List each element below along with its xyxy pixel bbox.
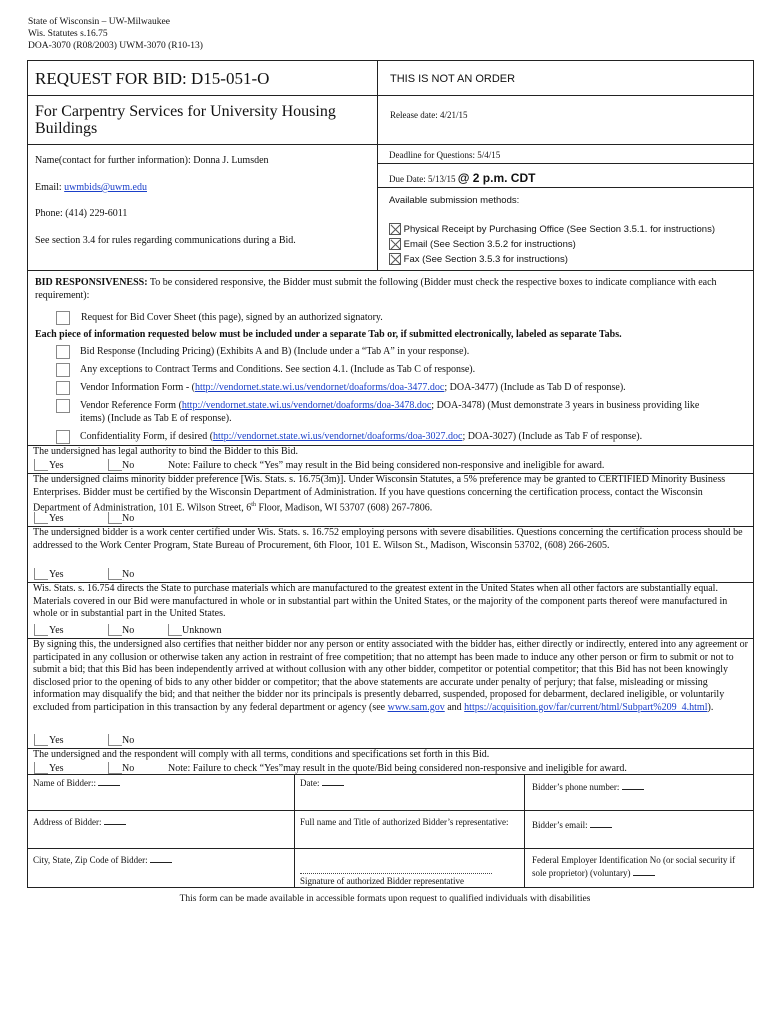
checked-box-icon[interactable] (389, 223, 401, 235)
email-label: Email: (35, 182, 62, 193)
acquisition-gov-link[interactable]: https://acquisition.gov/far/current/html/Subpart%209_4.html (464, 701, 708, 713)
rep-title-field[interactable]: Full name and Title of authorized Bidder’s representative: (300, 817, 509, 827)
rule (28, 810, 753, 811)
yes-box[interactable] (34, 459, 48, 471)
submission-methods-label: Available submission methods: (389, 195, 520, 206)
rule (28, 774, 753, 775)
rule (294, 774, 295, 888)
rules-note: See section 3.4 for rules regarding communications during a Bid. (35, 235, 296, 246)
form-header (28, 16, 203, 52)
rule (28, 270, 753, 271)
rfb-subject: For Carpentry Services for University Housing Buildings (35, 103, 336, 137)
yes-box[interactable] (34, 624, 48, 636)
not-an-order: THIS IS NOT AN ORDER (390, 73, 516, 85)
header-line-3: DOA-3070 (R08/2003) UWM-3070 (R10-13) (28, 41, 203, 51)
no-box[interactable] (108, 734, 122, 746)
work-center-statement: The undersigned bidder is a work center certified under Wis. Stats. s. 16.752 employing persons with severe disabilities. Questions concerning the certification process should be addressed to the Work Center Program, State Bureau of Procurement, 6th Floor, 101 E. Wilson St., Madison, Wisconsin 53702, (608) 266-2605. (33, 527, 743, 551)
city-state-zip-field[interactable]: City, State, Zip Code of Bidder: (33, 854, 172, 865)
rule (377, 163, 753, 164)
yes-box[interactable] (34, 762, 48, 774)
rule (377, 187, 753, 188)
contact-email-link[interactable]: uwmbids@uwm.edu (64, 182, 147, 193)
form-frame: REQUEST FOR BID: D15-051-O THIS IS NOT AN ORDER For Carpentry Services for University Housing Buildings Release date: 4/21/15 Name(contact for further information): Donna J. Lumsden Email: uwmbids@uwm.edu Phone: (414) 229-6011 See section 3.4 for rules regarding communications during a Bid. Deadline for Questions: 5/4/15 Due Date: 5/13/15 @ 2 p.m. CDT Available submission methods: Physical Receipt by Purchasing Office (See Section 3.5.1. for instructions) Email (See Section 3.5.2 for instructions) Fax (See Section 3.5.3 for instructions) BID RESPONSIVENESS: To be considered responsive, the Bidder must submit the following (Bidder must check the respective boxes to indicate compliance with each requirement): Request for Bid Cover Sheet (this page), signed by an authorized signatory. Each piece of information requested below must be included under a separate Tab or, if submitted electronically, labeled as separate Tabs. Bid Response (Including Pricing) (Exhibits A and B) (Include under a “Tab A” in your response). Any exceptions to Contract Terms and Conditions. See section 4.1. (Include as Tab C of response). Vendor Information Form - (http://vendornet.state.wi.us/vendornet/doaforms/doa-3477.doc; DOA-3477) (Include as Tab D of response). Vendor Reference Form (http://vendornet.state.wi.us/vendornet/doaforms/doa-3478.doc; DOA-3478) (Must demonstrate 3 years in business providing like items) (Include as Tab E of response). Confidentiality Form, if desired (http://vendornet.state.wi.us/vendornet/doaforms/doa-3027.doc; DOA-3027) (Include as Tab F of response). The undersigned has legal authority to bind the Bidder to this Bid. Yes No Note: Failure to check “Yes” may result in the Bid being considered non-responsive and ineligible for award. The undersigned claims minority bidder preference [Wis. Stats. s. 16.75(3m)]. Under Wisconsin Statutes, a 5% preference may be granted to CERTIFIED Minority Business Enterprises. Bidder must be certified by the Wisconsin Department of Administration. If you have questions concerning the certification process, contact the Wisconsin Department of Administration, 101 E. Wilson Street, 6th Floor, Madison, WI 53707 (608) 267-7806. Yes No The undersigned bidder is a work center certified under Wis. Stats. s. 16.752 employing persons with severe disabilities. Questions concerning the certification process should be addressed to the Work Center Program, State Bureau of Procurement, 6th Floor, 101 E. Wilson St., Madison, Wisconsin 53702, (608) 266-2605. Yes No Wis. Stats. s. 16.754 directs the State to purchase materials which are manufactured to the greatest extent in the United States when all other factors are substantially equal. Materials covered in our Bid were manufactured in whole or in substantial part within the United States, or the majority of the component parts thereof were manufactured in whole or in substantial part in the United States. Yes No Unknown By signing this, the undersigned also certifies that neither bidder nor any person or entity associated with the bidder has, either directly or indirectly, entered into any agreement or participated in any collusion or otherwise taken any action in restraint of free competition; that no attempt has been made to induce any other person or firm to submit or not to submit a bid; that this Bid has been independently arrived at without collusion with any other bidder, competitor or potential competitor; that this Bid has not been knowingly disclosed prior to the opening of bids to any other bidder or competitor; that the above statements are accurate under penalty of perjury; that false, misleading or missing information may disqualify the bid; and that neither the bidder nor its principals is presently debarred, suspended, proposed for debarment, declared ineligible, or voluntarily excluded from participation in this transaction by any federal department or agency (see www.sam.gov and https://acquisition.gov/far/current/html/Subpart%209_4.html). Yes No The undersigned and the respondent will comply with all terms, conditions and specifications set forth in this Bid. Yes No Note: Failure to check “Yes”may result in the quote/Bid being considered non-responsive and ineligible for award. Name of Bidder:: Date: Bidder’s phone number: Address of Bidder: Full name and Title of authorized Bidder’s representative: Bidder’s email: City, State, Zip Code of Bidder: Signature of authorized Bidder representative Federal Employer Identification No (or social security if sole proprietor) (voluntary) (27, 60, 754, 888)
authority-statement: The undersigned has legal authority to bind the Bidder to this Bid. (33, 446, 298, 457)
no-box[interactable] (108, 762, 122, 774)
rule (28, 95, 753, 96)
accessibility-footer: This form can be made available in accessible formats upon request to qualified individuals with disabilities (179, 894, 591, 904)
each-piece-note: Each piece of information requested below must be included under a separate Tab or, if submitted electronically, labeled as separate Tabs. (35, 329, 622, 340)
signature-label: Signature of authorized Bidder representative (300, 876, 464, 886)
collusion-certification: By signing this, the undersigned also certifies that neither bidder nor any person or entity associated with the bidder has, either directly or indirectly, entered into any agreement or participated in any collusion or otherwise taken any action in restraint of free competition; that no attempt has been made to induce any other person or firm to submit or not to submit a bid; that this Bid has been independently arrived at without collusion with any other bidder, competitor or potential competitor; that this Bid has not been knowingly disclosed prior to the opening of bids to any other bidder or competitor; that the above statements are accurate under penalty of perjury; that false, misleading or missing information may disqualify the bid; and that neither the bidder nor its principals is presently debarred, suspended, proposed for debarment, declared ineligible, or voluntarily excluded from participation in this transaction by any federal department or agency (see www.sam.gov and https://acquisition.gov/far/current/html/Subpart%209_4.html). (33, 639, 748, 713)
yes-box[interactable] (34, 734, 48, 746)
no-box[interactable] (108, 459, 122, 471)
checkbox-icon[interactable] (56, 345, 70, 359)
sam-gov-link[interactable]: www.sam.gov (387, 701, 445, 713)
submission-methods (389, 222, 715, 267)
checkbox-icon[interactable] (56, 381, 70, 395)
checkbox-icon[interactable] (56, 430, 70, 444)
header-line-1: State of Wisconsin – UW-Milwaukee (28, 17, 170, 27)
due-date: Due Date: 5/13/15 (389, 174, 456, 184)
yes-box[interactable] (34, 568, 48, 580)
release-date: Release date: 4/21/15 (390, 110, 468, 120)
checked-box-icon[interactable] (389, 238, 401, 250)
no-box[interactable] (108, 624, 122, 636)
signature-line[interactable] (300, 873, 492, 874)
bidder-address-field[interactable]: Address of Bidder: (33, 816, 126, 827)
compliance-statement: The undersigned and the respondent will comply with all terms, conditions and specifications set forth in this Bid. (33, 749, 490, 760)
deadline-questions: Deadline for Questions: 5/4/15 (389, 150, 501, 160)
bid-responsiveness: BID RESPONSIVENESS: To be considered responsive, the Bidder must submit the following (Bidder must check the respective boxes to indicate compliance with each requirement): (35, 277, 717, 301)
confidentiality-link[interactable]: http://vendornet.state.wi.us/vendornet/doaforms/doa-3027.doc (213, 431, 463, 442)
us-materials-statement: Wis. Stats. s. 16.754 directs the State to purchase materials which are manufactured to the greatest extent in the United States when all other factors are substantially equal. Materials covered in our Bid were manufactured in whole or in substantial part within the United States, or the majority of the component parts thereof were manufactured in whole or in substantial part in the United States. (33, 583, 728, 619)
vendor-reference-link[interactable]: http://vendornet.state.wi.us/vendornet/doaforms/doa-3478.doc (181, 400, 432, 411)
contact-email-row (35, 182, 147, 193)
bidder-email-field[interactable]: Bidder’s email: (532, 819, 612, 830)
rule (28, 144, 753, 145)
date-field[interactable]: Date: (300, 777, 344, 788)
fein-field[interactable]: Federal Employer Identification No (or social security if sole proprietor) (voluntary) (532, 855, 736, 878)
bidder-phone-field[interactable]: Bidder’s phone number: (532, 781, 644, 792)
checkbox-icon[interactable] (56, 363, 70, 377)
unknown-box[interactable] (168, 624, 182, 636)
vendor-info-link[interactable]: http://vendornet.state.wi.us/vendornet/doaforms/doa-3477.doc (194, 382, 445, 393)
yes-box[interactable] (34, 512, 48, 524)
rule (28, 848, 753, 849)
contact-name: Name(contact for further information): Donna J. Lumsden (35, 155, 269, 166)
checkbox-icon[interactable] (56, 311, 70, 325)
rfb-title: REQUEST FOR BID: D15-051-O (35, 69, 270, 88)
header-line-2: Wis. Statutes s.16.75 (28, 29, 108, 39)
checkbox-icon[interactable] (56, 399, 70, 413)
method-email: Email (See Section 3.5.2 for instructions) (389, 237, 715, 252)
top-divider-vertical (377, 61, 378, 270)
no-box[interactable] (108, 568, 122, 580)
no-box[interactable] (108, 512, 122, 524)
method-physical: Physical Receipt by Purchasing Office (See Section 3.5.1. for instructions) (389, 222, 715, 237)
rule (524, 774, 525, 888)
minority-preference: The undersigned claims minority bidder preference [Wis. Stats. s. 16.75(3m)]. Under Wisconsin Statutes, a 5% preference may be granted to CERTIFIED Minority Business Enterprises. Bidder must be certified by the Wisconsin Department of Administration. If you have questions concerning the certification process, contact the Wisconsin Department of Administration, 101 E. Wilson Street, 6th Floor, Madison, WI 53707 (608) 267-7806. (33, 474, 726, 514)
contact-phone: Phone: (414) 229-6011 (35, 208, 128, 219)
bidder-name-field[interactable]: Name of Bidder:: (33, 777, 120, 788)
checked-box-icon[interactable] (389, 253, 401, 265)
due-time: @ 2 p.m. CDT (457, 171, 536, 185)
method-fax: Fax (See Section 3.5.3 for instructions) (389, 252, 715, 267)
due-date-row (389, 171, 535, 185)
